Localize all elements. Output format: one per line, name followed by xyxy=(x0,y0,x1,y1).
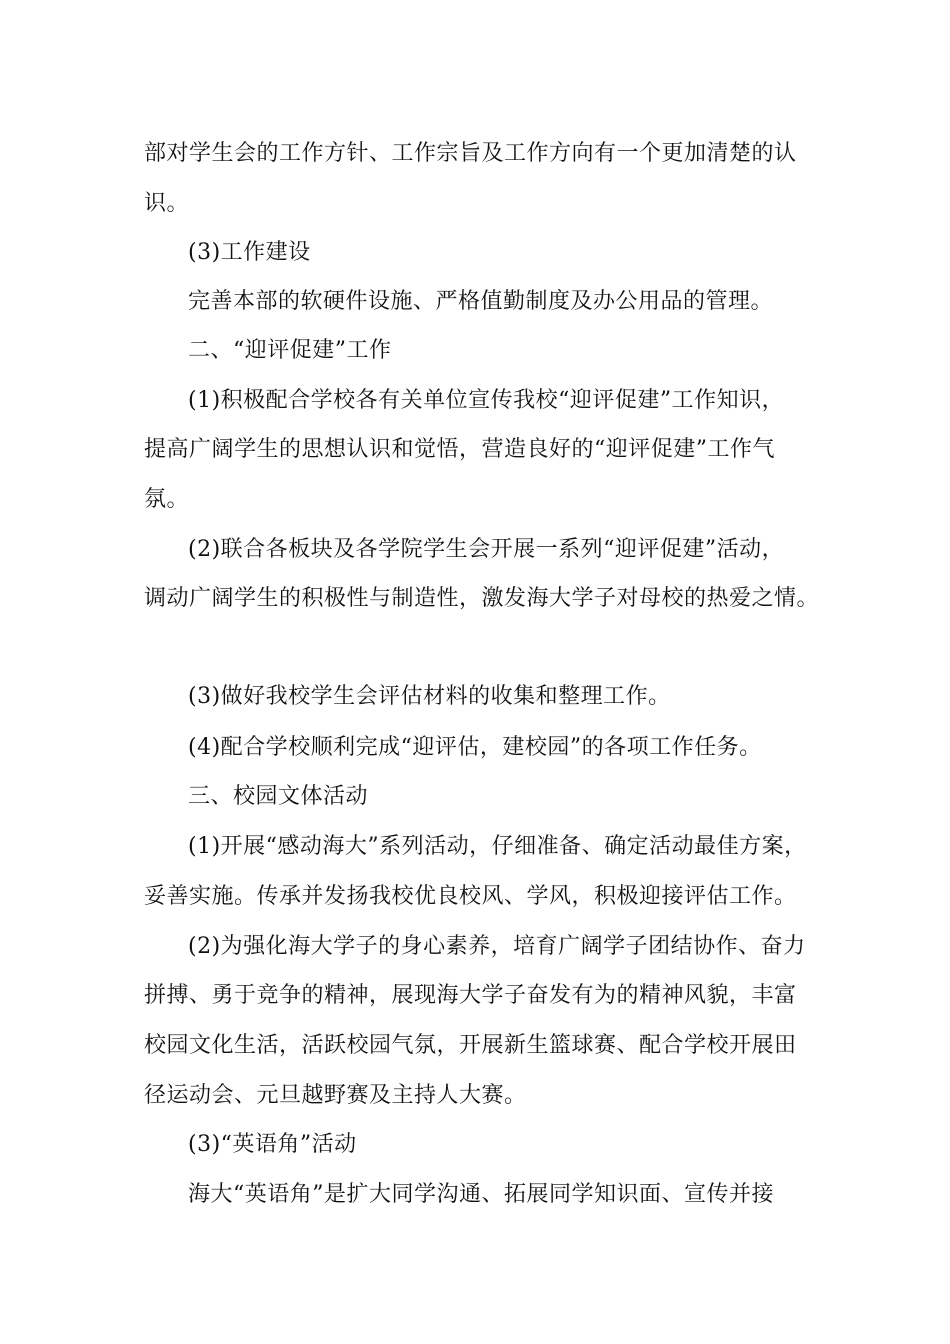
body-text-line: 妥善实施。传承并发扬我校优良校风、学风，积极迎接评估工作。 xyxy=(144,884,797,909)
body-text-line: 拼搏、勇于竞争的精神，展现海大学子奋发有为的精神风貌，丰富 xyxy=(144,983,797,1008)
section-heading: 二、“迎评促建”工作 xyxy=(188,338,392,363)
body-text-line: 径运动会、元旦越野赛及主持人大赛。 xyxy=(144,1083,527,1108)
section-subheading: (3)工作建设 xyxy=(188,240,311,265)
body-text-line: (2)联合各板块及各学院学生会开展一系列“迎评促建”活动， xyxy=(188,537,785,562)
body-text-line: (2)为强化海大学子的身心素养，培育广阔学子团结协作、奋力 xyxy=(188,934,806,959)
body-text-line: 氛。 xyxy=(144,487,190,512)
body-text-line: 调动广阔学生的积极性与制造性，激发海大学子对母校的热爱之情。 xyxy=(144,586,820,611)
body-text-line: (1)积极配合学校各有关单位宣传我校“迎评促建”工作知识， xyxy=(188,388,785,413)
body-text-line: (3)做好我校学生会评估材料的收集和整理工作。 xyxy=(188,684,671,709)
body-text-line: 完善本部的软硬件设施、严格值勤制度及办公用品的管理。 xyxy=(188,289,774,314)
section-subheading: (3)“英语角”活动 xyxy=(188,1132,357,1157)
body-text-line: 部对学生会的工作方针、工作宗旨及工作方向有一个更加清楚的认 xyxy=(144,141,797,166)
body-text-line: 校园文化生活，活跃校园气氛，开展新生篮球赛、配合学校开展田 xyxy=(144,1033,797,1058)
body-text-line: 海大“英语角”是扩大同学沟通、拓展同学知识面、宣传并接 xyxy=(188,1182,774,1207)
section-heading: 三、校园文体活动 xyxy=(188,784,369,809)
body-text-line: 识。 xyxy=(144,191,190,216)
body-text-line: (4)配合学校顺利完成“迎评估，建校园”的各项工作任务。 xyxy=(188,735,762,760)
body-text-line: (1)开展“感动海大”系列活动，仔细准备、确定活动最佳方案， xyxy=(188,834,807,859)
body-text-line: 提高广阔学生的思想认识和觉悟，营造良好的“迎评促建”工作气 xyxy=(144,437,775,462)
